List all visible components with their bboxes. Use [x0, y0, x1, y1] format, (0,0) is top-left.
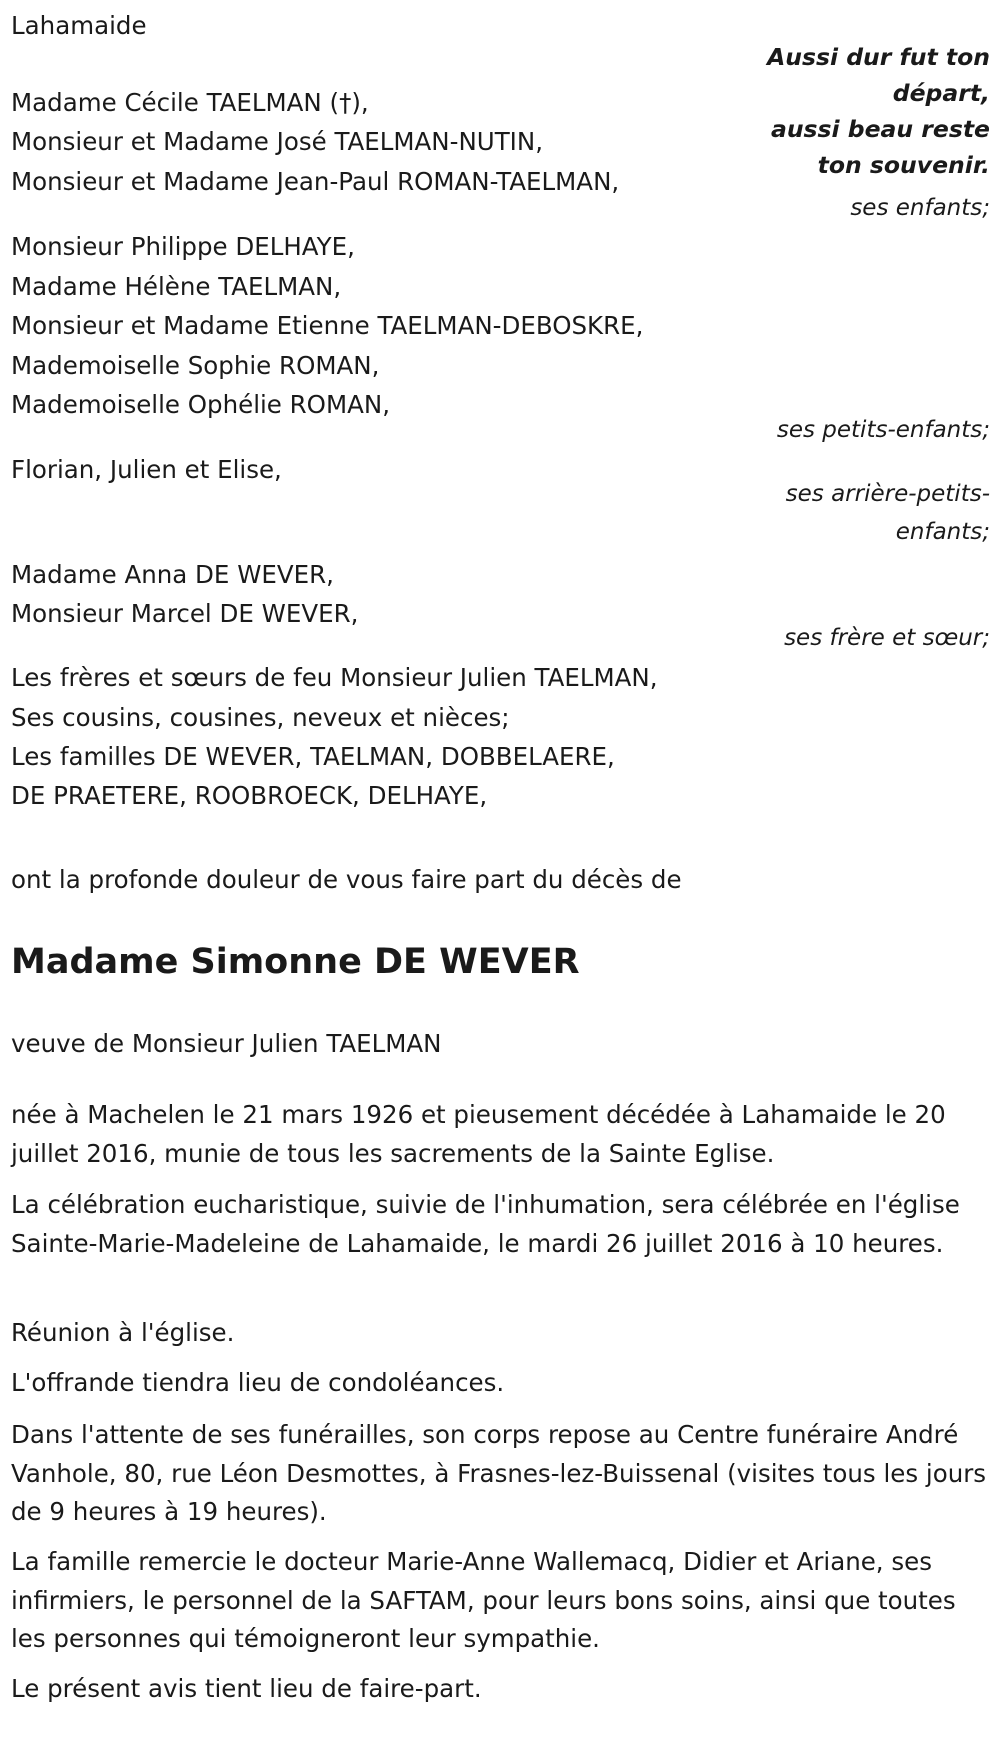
- funeral-home-paragraph: Dans l'attente de ses funérailles, son corps repose au Centre funéraire André Vanhole, 80, rue Léon Desmottes, à Frasnes-lez-Buissenal (visites tous les jours de 9 heures à 19 heures).: [11, 1420, 987, 1526]
- quote-line-2: départ,: [892, 79, 990, 107]
- relation-arriere-line-1: ses arrière-petits-: [785, 481, 990, 507]
- relation-petits-enfants: ses petits-enfants;: [776, 417, 990, 443]
- relation-freres: ses frère et sœur;: [784, 625, 990, 651]
- widow-of: veuve de Monsieur Julien TAELMAN: [11, 1029, 442, 1058]
- thanks-paragraph: La famille remercie le docteur Marie-Anne Wallemacq, Didier et Ariane, ses infirmiers, le personnel de la SAFTAM, pour leurs bons soins, ainsi que toutes les personnes qui témoigneront leur sympathie.: [11, 1547, 956, 1653]
- quote-line-4: ton souvenir.: [817, 151, 990, 179]
- announcement: ont la profonde douleur de vous faire part du décès de: [11, 865, 682, 894]
- notice-paragraph: Le présent avis tient lieu de faire-part.: [11, 1674, 482, 1703]
- meeting-paragraph: Réunion à l'église.: [11, 1318, 235, 1347]
- family-member: Monsieur Philippe DELHAYE,: [11, 232, 355, 261]
- other-family-line: Les frères et sœurs de feu Monsieur Julien TAELMAN,: [11, 663, 658, 692]
- quote-line-3: aussi beau reste: [770, 115, 990, 143]
- condolences-paragraph: L'offrande tiendra lieu de condoléances.: [11, 1368, 505, 1397]
- other-family-line: Les familles DE WEVER, TAELMAN, DOBBELAERE,: [11, 742, 615, 771]
- location: Lahamaide: [11, 11, 147, 40]
- birth-death-paragraph: née à Machelen le 21 mars 1926 et pieusement décédée à Lahamaide le 20 juillet 2016, munie de tous les sacrements de la Sainte Eglise.: [11, 1100, 946, 1168]
- quote-line-1: Aussi dur fut ton: [767, 43, 990, 71]
- ceremony-paragraph: La célébration eucharistique, suivie de l'inhumation, sera célébrée en l'église Sainte-Marie-Madeleine de Lahamaide, le mardi 26 juillet 2016 à 10 heures.: [11, 1190, 960, 1258]
- family-member: Monsieur et Madame Etienne TAELMAN-DEBOSKRE,: [11, 311, 644, 340]
- family-member: Mademoiselle Ophélie ROMAN,: [11, 390, 390, 419]
- other-family-line: DE PRAETERE, ROOBROECK, DELHAYE,: [11, 781, 488, 810]
- family-member: Madame Hélène TAELMAN,: [11, 272, 342, 301]
- family-member: Monsieur et Madame Jean-Paul ROMAN-TAELMAN,: [11, 167, 620, 196]
- family-member: Madame Anna DE WEVER,: [11, 560, 334, 589]
- deceased-name: Madame Simonne DE WEVER: [11, 942, 580, 982]
- family-member: Mademoiselle Sophie ROMAN,: [11, 351, 380, 380]
- other-family-line: Ses cousins, cousines, neveux et nièces;: [11, 703, 510, 732]
- family-member: Florian, Julien et Elise,: [11, 455, 282, 484]
- family-member: Monsieur Marcel DE WEVER,: [11, 599, 359, 628]
- relation-arriere-line-2: enfants;: [895, 519, 990, 545]
- family-member: Monsieur et Madame José TAELMAN-NUTIN,: [11, 127, 544, 156]
- family-member: Madame Cécile TAELMAN (†),: [11, 88, 369, 117]
- relation-enfants: ses enfants;: [850, 195, 990, 221]
